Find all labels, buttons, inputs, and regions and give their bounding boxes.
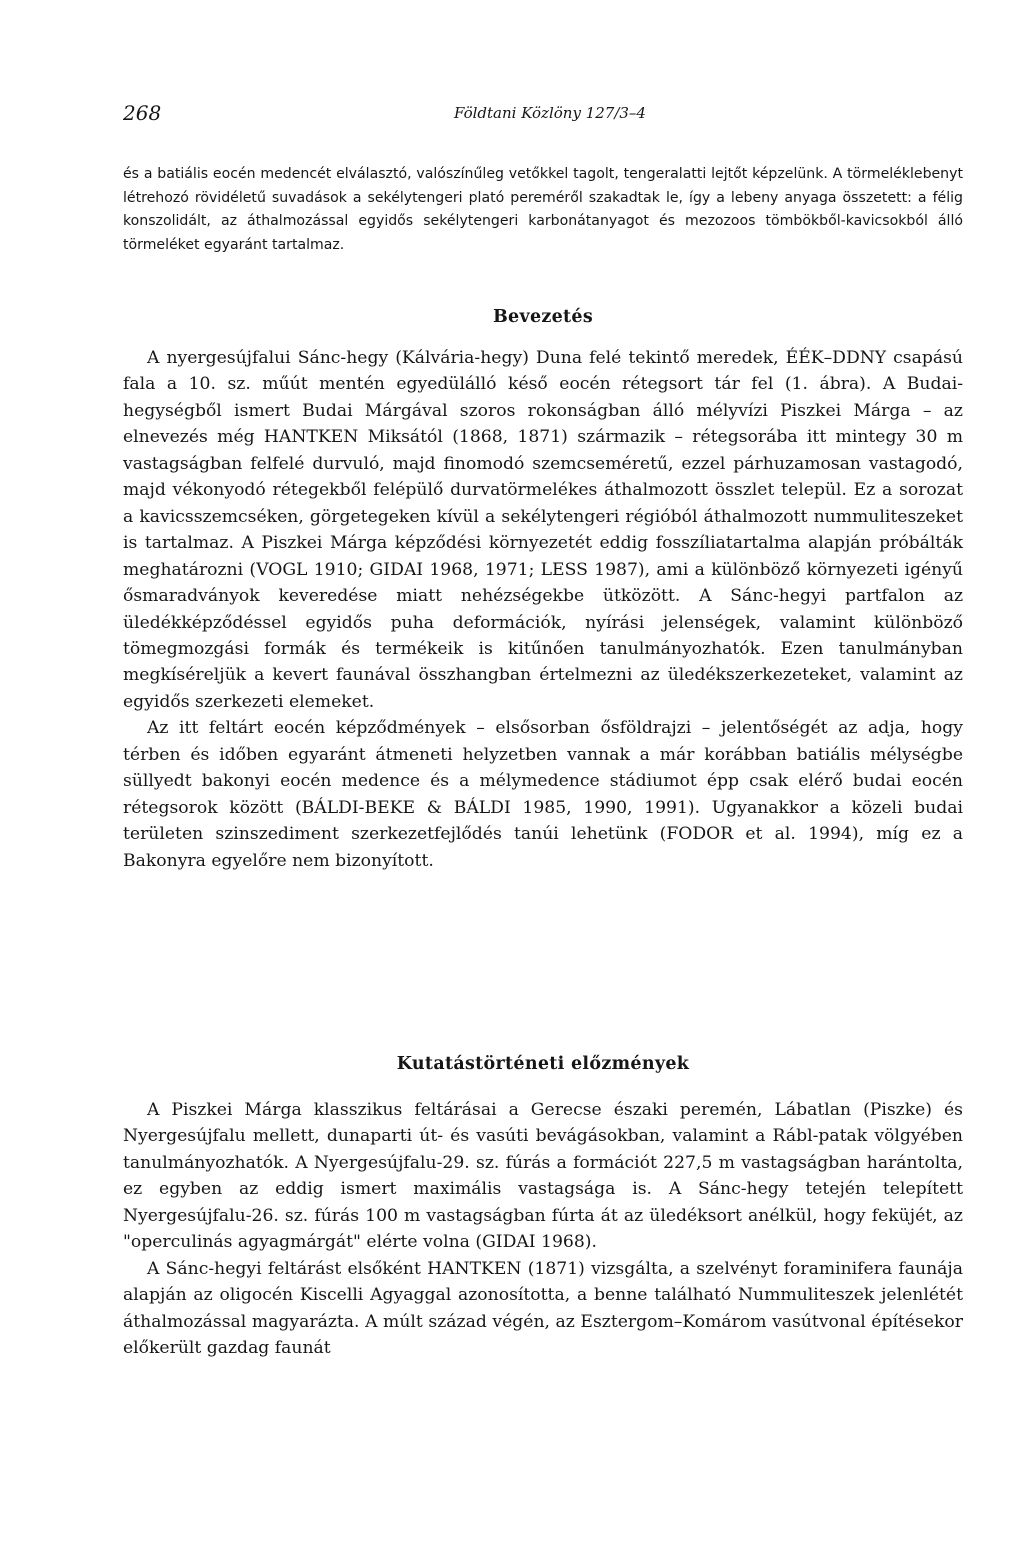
running-head-journal: Földtani Közlöny 127/3–4: [454, 104, 646, 122]
section-history: [123, 1097, 963, 1362]
page-number: 268: [123, 101, 162, 125]
intro-paragraph-2: Az itt feltárt eocén képződmények – elsősorban ősföldrajzi – jelentőségét az adja, hogy térben és időben egyaránt átmeneti helyzetben vannak a már korábban batiális mélységbe süllyedt bakonyi eocén medence és a mélymedence stádiumot épp csak elérő budai eocén rétegsorok között (BÁLDI-BEKE & BÁLDI 1985, 1990, 1991). Ugyanakkor a közeli budai területen szinszediment szerkezetfejlődés tanúi lehetünk (FODOR et al. 1994), míg ez a Bakonyra egyelőre nem bizonyított.: [123, 718, 963, 871]
history-paragraph-2: A Sánc-hegyi feltárást elsőként HANTKEN (1871) vizsgálta, a szelvényt foraminifera faunája alapján az oligocén Kiscelli Agyaggal azonosította, a benne található Nummuliteszek jelenlétét áthalmozással magyarázta. A múlt század végén, az Esztergom–Komárom vasútvonal építésekor előkerült gazdag faunát: [123, 1258, 963, 1359]
page-header: [123, 101, 963, 131]
section-heading-intro: Bevezetés: [492, 307, 594, 327]
section-heading-history: Kutatástörténeti előzmények: [396, 1054, 690, 1074]
abstract-continuation: és a batiális eocén medencét elválasztó, valószínűleg vetőkkel tagolt, tengeralatti lejtőt képzelünk. A törmeléklebenyt létrehozó rövidéletű suvadások a sekélytengeri plató pereméről szakadtak le, így a lebeny anyaga összetett: a félig konszolidált, az áthalmozással egyidős sekélytengeri karbonátanyagot és mezozoos tömbökből-kavicsokból álló törmeléket egyaránt tartalmaz.: [123, 166, 963, 253]
intro-paragraph-1: A nyergesújfalui Sánc-hegy (Kálvária-hegy) Duna felé tekintő meredek, ÉÉK–DDNY csapású fala a 10. sz. műút mentén egyedülálló késő eocén rétegsort tár fel (1. ábra). A Budai-hegységből ismert Budai Márgával szoros rokonságban álló mélyvízi Piszkei Márga – az elnevezés még HANTKEN Miksától (1868, 1871) származik – rétegsorába itt mintegy 30 m vastagságban felfelé durvuló, majd finomodó szemcseméretű, ezzel párhuzamosan vastagodó, majd vékonyodó rétegekből felépülő durvatörmelékes áthalmozott összlet települ. Ez a sorozat a kavicsszemcséken, görgetegeken kívül a sekélytengeri régióból áthalmozott nummuliteszeket is tartalmaz. A Piszkei Márga képződési környezetét eddig fosszíliatartalma alapján próbálták meghatározni (VOGL 1910; GIDAI 1968, 1971; LESS 1987), ami a különböző környezeti igényű ősmaradványok keveredése miatt nehézségekbe ütközött. A Sánc-hegyi partfalon az üledékképződéssel egyidős puha deformációk, nyírási jelenségek, valamint különböző tömegmozgási formák és termékeik is kitűnően tanulmányozhatók. Ezen tanulmányban megkíséreljük a kevert faunával összhangban értelmezni az üledékszerkezeteket, valamint az egyidős szerkezeti elemeket.: [123, 348, 963, 712]
history-paragraph-1: A Piszkei Márga klasszikus feltárásai a Gerecse északi peremén, Lábatlan (Piszke) és Nyergesújfalu mellett, dunaparti út- és vasúti bevágásokban, valamint a Rábl-patak völgyében tanulmányozhatók. A Nyergesújfalu-29. sz. fúrás a formációt 227,5 m vastagságban harántolta, ez egyben az eddig ismert maximális vastagsága is. A Sánc-hegy tetején telepített Nyergesújfalu-26. sz. fúrás 100 m vastagságban fúrta át az üledéksort anélkül, hogy feküjét, az "operculinás agyagmárgát" elérte volna (GIDAI 1968).: [123, 1100, 963, 1253]
section-intro: [123, 345, 963, 874]
